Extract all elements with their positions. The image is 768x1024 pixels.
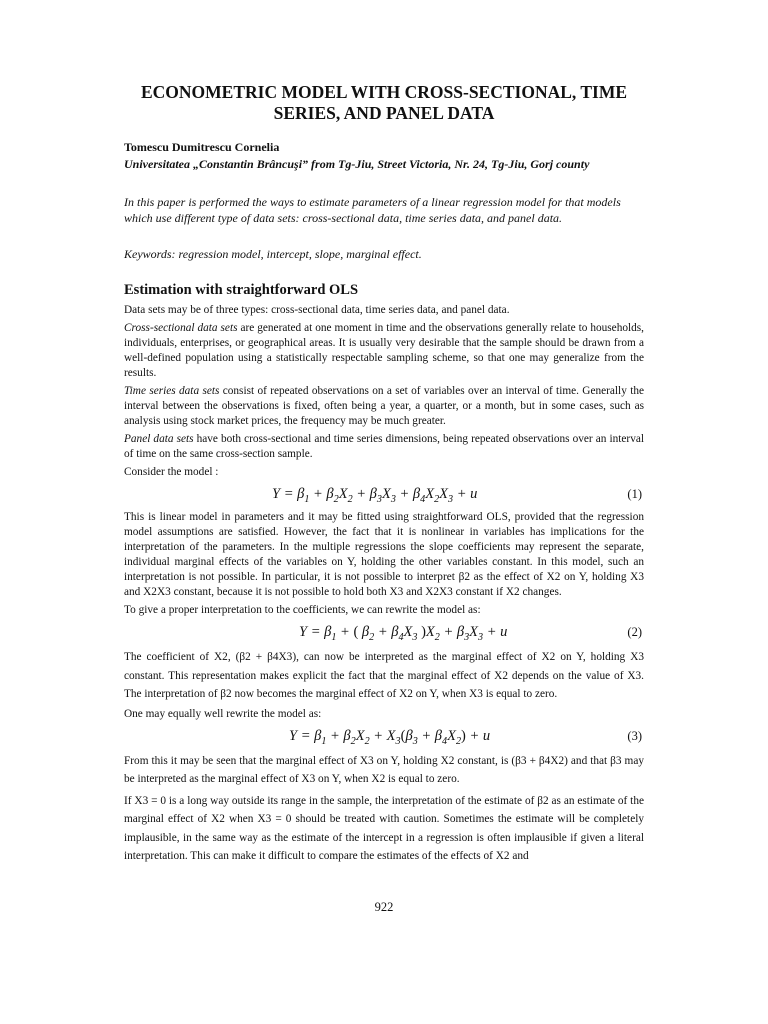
paragraph-time-series [124, 384, 644, 429]
equation-3-formula: $Y = \beta_1 + \beta_2X_2 + X_3(\beta_3 + \beta_4X_2) + u$ [289, 727, 491, 747]
cross-sectional-text: are generated at one moment in time and the observations generally relate to households, individuals, enterprises, or geographical areas. It is usually very desirable that the sample should be drawn from a well-defined population using a statistically respectable sampling scheme, so that one may generalize from the results. [124, 322, 645, 379]
paragraph-data-types: Data sets may be of three types: cross-sectional data, time series data, and panel data. [124, 304, 510, 316]
equation-1-formula: $Y = \beta_1 + \beta_2X_2 + \beta_3X_3 + \beta_4X_2X_3 + u$ [272, 486, 478, 505]
paragraph-if-x3: If X3 = 0 is a long way outside its range in the sample, the interpretation of the estimate of β2 as an estimate of the marginal effect of X2 when X3 = 0 should be treated with caution. Sometimes the estimate will be completely implausible, in the same way as the estimate of the intercept in a regression is often implausible if given a literal interpretation. This can make it difficult to compare the estimates of the effects of X2 and [124, 794, 644, 862]
abstract: In this paper is performed the ways to estimate parameters of a linear regression model for that models which use different type of data sets: cross-sectional data, time series data, and panel data. [124, 195, 621, 225]
equation-2 [124, 620, 644, 644]
paragraph-cross-sectional [124, 321, 644, 381]
equation-2-formula: $Y = \beta_1$ + ( $\beta_2 + \beta_4X_3$ )$X_2 + \beta_3X_3 + u$ [299, 624, 508, 643]
equation-1-number: (1) [627, 487, 642, 501]
panel-text: have both cross-sectional and time series dimensions, being repeated observations over an interval of time on the same cross-section sample. [124, 433, 644, 460]
paragraph-linear-model: This is linear model in parameters and it may be fitted using straightforward OLS, provided that the regression model assumptions are satisfied. However, the fact that it is nonlinear in variables has implications for the interpretation of the parameters. In the multiple regressions the slope coefficients may represent the separate, individual marginal effects of the variables on Y, holding the other variables constant. In this model, such an interpretation is not possible. In particular, it is not possible to interpret β2 as the effect of X2 on Y, holding X3 and X2X3 constant, because it is not possible to hold both X3 and X2X3 constant if X2 changes. [124, 511, 644, 598]
paragraph-consider: Consider the model : [124, 466, 219, 478]
paragraph-rewrite: To give a proper interpretation to the coefficients, we can rewrite the model as: [124, 604, 481, 616]
paragraph-panel [124, 432, 644, 462]
time-series-text: consist of repeated observations on a set of variables over an interval of time. Generally the interval between the observations is fixed, often being a year, a quarter, or a month, but in some cases, such as analysis using stock market prices, the frequency may be much greater. [124, 385, 644, 427]
paragraph-equally: One may equally well rewrite the model as: [124, 707, 322, 720]
paragraph-from-this: From this it may be seen that the marginal effect of X3 on Y, holding X2 constant, is (β3 + β4X2) and that β3 may be interpreted as the marginal effect of X3 on Y, when X2 is equal to zero. [124, 754, 644, 785]
author-name: Tomescu Dumitrescu Cornelia [124, 140, 280, 154]
keywords: Keywords: regression model, intercept, slope, marginal effect. [124, 247, 422, 261]
page-number: 922 [374, 900, 394, 914]
equation-2-number: (2) [627, 625, 642, 639]
equation-3 [124, 724, 644, 748]
paragraph-coefficient: The coefficient of X2, (β2 + β4X3), can now be interpreted as the marginal effect of X2 on Y, holding X3 constant. This representation makes explicit the fact that the marginal effect of X2 depends on the value of X3. The interpretation of β2 now becomes the marginal effect of X2 on Y, when X3 is equal to zero. [124, 651, 644, 700]
equation-3-number: (3) [627, 728, 642, 743]
term-time-series: Time series data sets [124, 385, 220, 397]
author-affiliation: Universitatea „Constantin Brâncuşi” from Tg-Jiu, Street Victoria, Nr. 24, Tg-Jiu, Gorj county [124, 157, 590, 171]
equation-1 [124, 482, 644, 506]
term-panel: Panel data sets [124, 433, 194, 445]
section-heading: Estimation with straightforward OLS [124, 282, 359, 298]
term-cross-sectional: Cross-sectional data sets [124, 322, 238, 334]
paper-title: ECONOMETRIC MODEL WITH CROSS-SECTIONAL, TIME SERIES, AND PANEL DATA [140, 82, 628, 123]
